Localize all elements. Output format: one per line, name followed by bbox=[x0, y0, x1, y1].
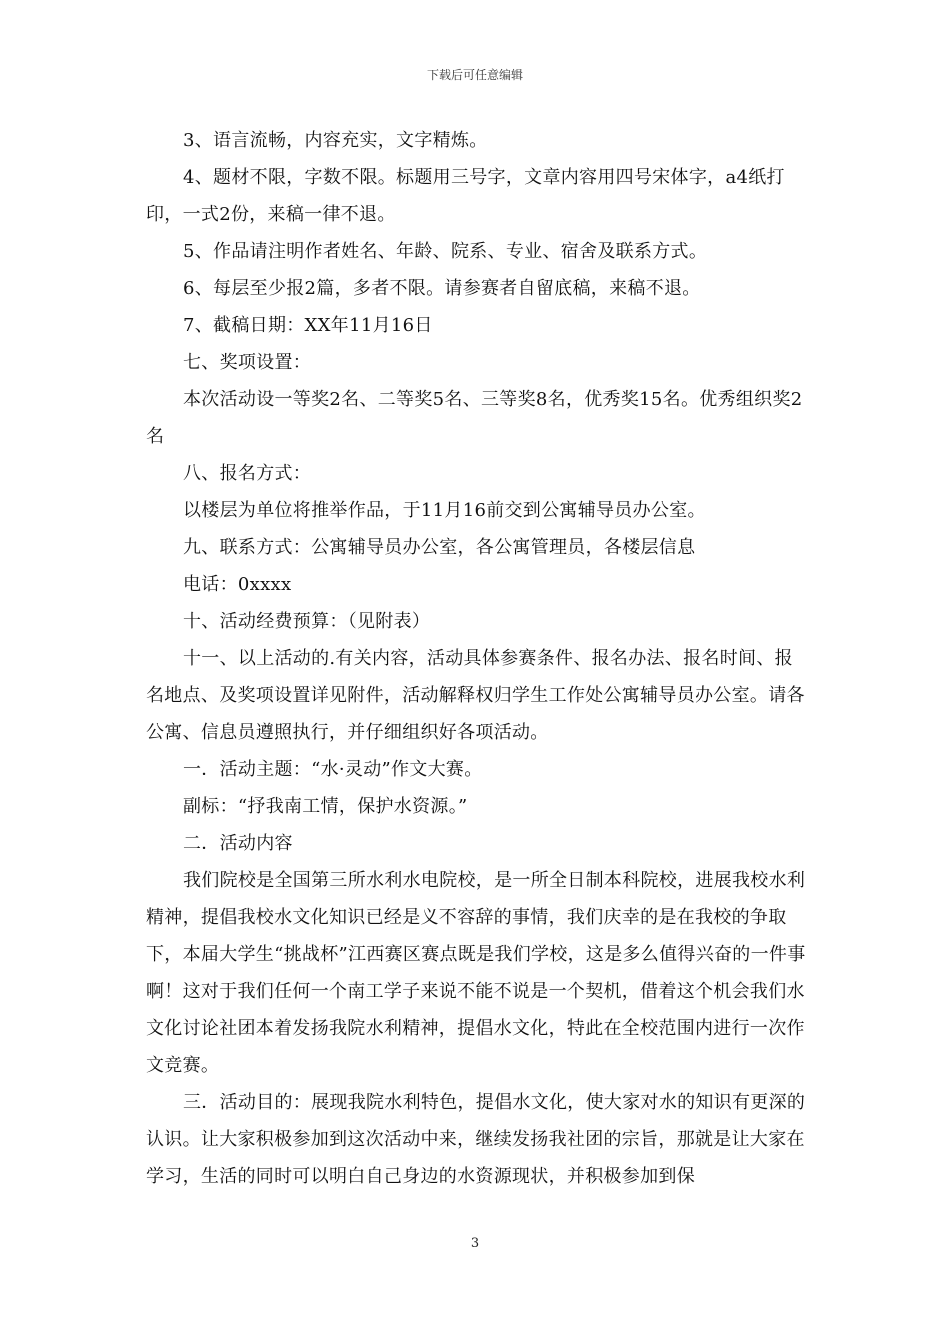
paragraph: 我们院校是全国第三所水利水电院校，是一所全日制本科院校，进展我校水利精神，提倡我校水文化知识已经是义不容辞的事情，我们庆幸的是在我校的争取下，本届大学生“挑战杯”江西赛区赛点既是我们学校，这是多么值得兴奋的一件事啊！这对于我们任何一个南工学子来说不能不说是一个契机，借着这个机会我们水文化讨论社团本着发扬我院水利精神，提倡水文化，特此在全校范围内进行一次作文竞赛。 bbox=[146, 870, 806, 1076]
document-body bbox=[146, 122, 806, 1195]
paragraph: 十一、以上活动的.有关内容，活动具体参赛条件、报名办法、报名时间、报名地点、及奖项设置详见附件，活动解释权归学生工作处公寓辅导员办公室。请各公寓、信息员遵照执行，并仔细组织好各项活动。 bbox=[146, 648, 805, 743]
paragraph: 3、语言流畅，内容充实，文字精炼。 bbox=[183, 130, 488, 151]
paragraph: 以楼层为单位将推举作品，于11月16前交到公寓辅导员办公室。 bbox=[183, 500, 706, 521]
paragraph: 电话：0xxxx bbox=[183, 574, 292, 595]
section-heading: 一．活动主题：“水·灵动”作文大赛。 bbox=[183, 759, 483, 780]
paragraph: 本次活动设一等奖2名、二等奖5名、三等奖8名，优秀奖15名。优秀组织奖2名 bbox=[146, 389, 803, 447]
page-number: 3 bbox=[470, 1236, 480, 1251]
paragraph: 7、截稿日期：XX年11月16日 bbox=[183, 315, 433, 336]
section-heading: 九、联系方式：公寓辅导员办公室，各公寓管理员，各楼层信息 bbox=[183, 537, 696, 558]
page-header-note: 下载后可任意编辑 bbox=[426, 68, 523, 82]
section-heading: 十、活动经费预算：（见附表） bbox=[183, 611, 431, 632]
paragraph: 副标：“抒我南工情，保护水资源。” bbox=[183, 796, 468, 817]
section-heading: 八、报名方式： bbox=[183, 463, 312, 484]
section-heading: 二．活动内容 bbox=[183, 833, 293, 854]
paragraph: 5、作品请注明作者姓名、年龄、院系、专业、宿舍及联系方式。 bbox=[183, 241, 708, 262]
section-heading: 七、奖项设置： bbox=[183, 352, 312, 373]
paragraph: 4、题材不限，字数不限。标题用三号字，文章内容用四号宋体字，a4纸打印，一式2份，来稿一律不退。 bbox=[146, 167, 785, 225]
paragraph: 三．活动目的：展现我院水利特色，提倡水文化，使大家对水的知识有更深的认识。让大家积极参加到这次活动中来，继续发扬我社团的宗旨，那就是让大家在学习，生活的同时可以明白自己身边的水资源现状，并积极参加到保 bbox=[146, 1092, 806, 1187]
paragraph: 6、每层至少报2篇，多者不限。请参赛者自留底稿，来稿不退。 bbox=[183, 278, 701, 299]
